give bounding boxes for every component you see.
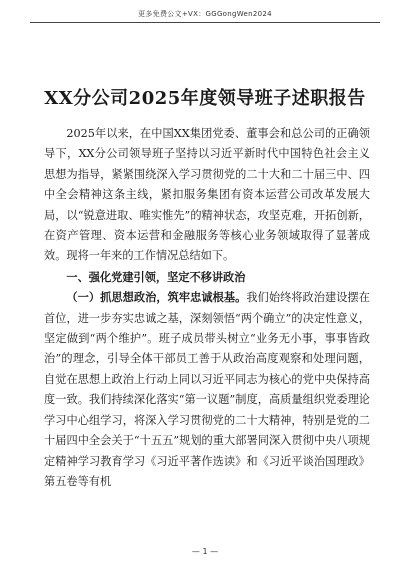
document-title: XX分公司2025年度领导班子述职报告	[44, 88, 366, 109]
sub-paragraph	[44, 287, 370, 492]
header-divider	[30, 22, 380, 23]
document-body	[44, 124, 370, 492]
sub-heading: （一）抓思想政治，筑牢忠诚根基。	[66, 290, 247, 305]
page-number: — 1 —	[191, 547, 219, 556]
section-heading: 一、强化党建引领，坚定不移讲政治	[66, 269, 246, 284]
header-note: 更多免费公文+VX：GGGongWen2024	[138, 10, 272, 18]
intro-paragraph: 2025年以来，在中国XX集团党委、董事会和总公司的正确领导下，XX分公司领导班子坚持以习近平新时代中国特色社会主义思想为指导，紧紧围绕深入学习贯彻党的二十大和二十届三中、四中全会精神这条主线，紧扣服务集团有资本运营公司改革发展大局，以“锐意进取、唯实惟先”的精神状态，攻坚克难，开拓创新，在资产管理、资本运营和金融服务等核心业务领域取得了显著成效。现将一年来的工作情况总结如下。	[44, 127, 370, 263]
sub-paragraph-body: 我们始终将政治建设摆在首位，进一步夯实忠诚之基，深刻领悟“两个确立”的决定性意义，坚定做到“两个维护”。班子成员带头树立“业务无小事，事事皆政治”的理念，引导全体干部员工善于从政治高度观察和处理问题，自觉在思想上政治上行动上同以习近平同志为核心的党中央保持高度一致。我们持续深化落实“第一议题”制度，高质量组织党委理论学习中心组学习，将深入学习贯彻党的二十大精神，特别是党的二十届四中全会关于“十五五”规划的重大部署同深入贯彻中央八项规定精神学习教育学习《习近平著作选读》和《习近平谈治国理政》第五卷等有机	[44, 291, 370, 488]
